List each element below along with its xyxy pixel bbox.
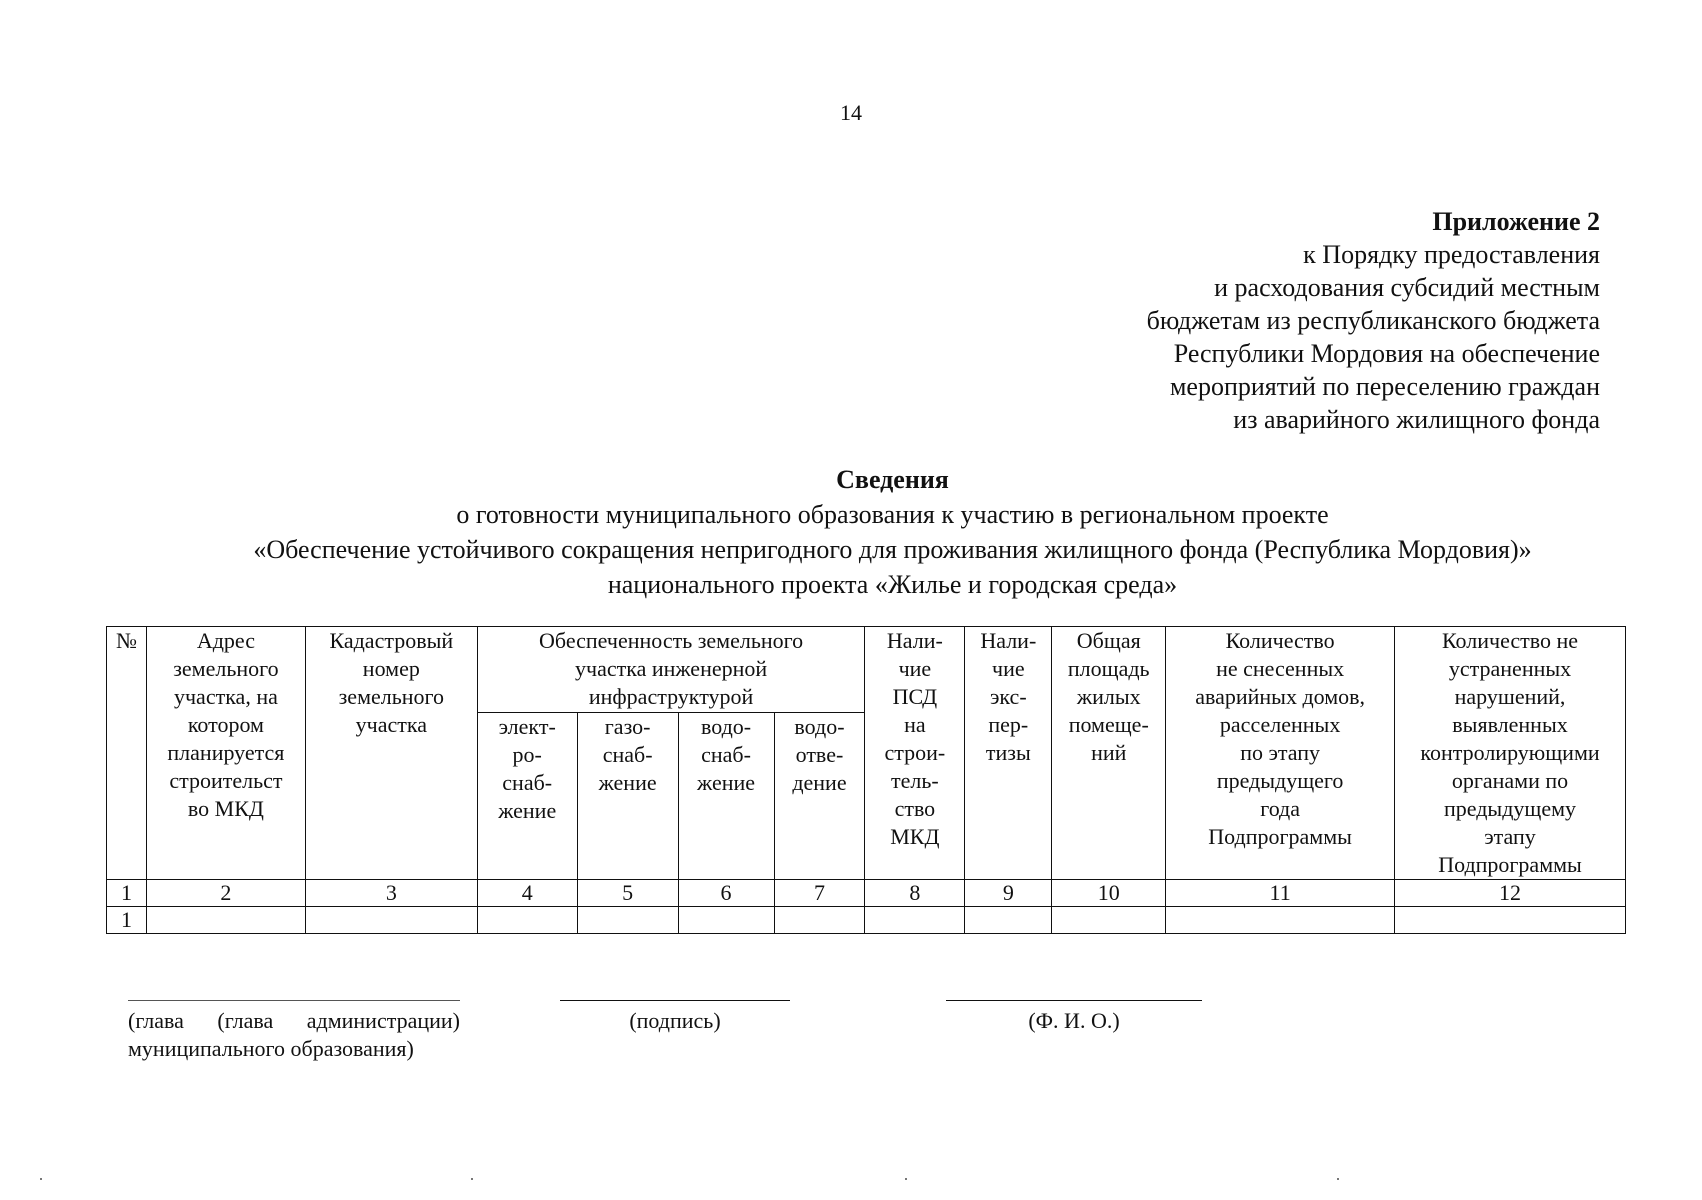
header-violations: Количество не устраненных нарушений, выявленных контролирующими органами по предыдущему этапу Подпрограммы [1395,627,1626,880]
header-num: № [107,627,147,880]
header-houses: Количество не снесенных аварийных домов, расселенных по этапу предыдущего года Подпрограммы [1166,627,1395,880]
appendix-line: из аварийного жилищного фонда [1233,405,1600,434]
table-header-row [107,627,1626,713]
column-number: 11 [1166,880,1395,907]
column-number: 10 [1052,880,1166,907]
column-number: 12 [1395,880,1626,907]
column-number: 4 [477,880,577,907]
document-heading [0,462,1702,602]
fio-line [946,1000,1202,1001]
signature-section [0,1000,1702,1080]
column-number: 1 [107,880,147,907]
signature-line [560,1000,790,1001]
head-caption-line-2: муниципального образования) [128,1036,414,1061]
head-signature-line [128,1000,460,1001]
header-gas: газо- снаб- жение [577,713,678,880]
header-electricity: элект- ро- снаб- жение [477,713,577,880]
column-number: 6 [678,880,774,907]
table-cell [965,907,1052,934]
header-cadastral: Кадастровый номер земельного участка [305,627,477,880]
fio-caption: (Ф. И. О.) [1028,1008,1120,1033]
table-cell [865,907,965,934]
column-number: 3 [305,880,477,907]
page-number: 14 [840,100,862,125]
header-address: Адрес земельного участка, на котором планируется строительст во МКД [146,627,305,880]
appendix-line: к Порядку предоставления [1303,240,1600,269]
scan-artifacts [0,1178,1702,1182]
appendix-line: мероприятий по переселению граждан [1169,372,1600,401]
column-numbers-row [107,880,1626,907]
header-psd: Нали- чие ПСД на строи- тель- ство МКД [865,627,965,880]
table-cell: 1 [107,907,147,934]
heading-line: «Обеспечение устойчивого сокращения непригодного для проживания жилищного фонда (Республика Мордовия)» [253,535,1532,564]
appendix-line: и расходования субсидий местным [1214,273,1600,302]
table-cell [678,907,774,934]
table-cell [1052,907,1166,934]
appendix-line: бюджетам из республиканского бюджета [1146,306,1600,335]
table-cell [1166,907,1395,934]
scan-dot [1337,1178,1339,1180]
column-number: 8 [865,880,965,907]
head-caption: (глава (глава администрации) [128,1008,460,1033]
appendix-line: Республики Мордовия на обеспечение [1173,339,1600,368]
column-number: 5 [577,880,678,907]
header-area: Общая площадь жилых помеще- ний [1052,627,1166,880]
header-water: водо- снаб- жение [678,713,774,880]
fio-block [946,1000,1202,1035]
table-cell [1395,907,1626,934]
header-expertise: Нали- чие экс- пер- тизы [965,627,1052,880]
appendix-block [1147,205,1600,436]
scan-dot [471,1178,473,1180]
column-number: 9 [965,880,1052,907]
table-cell [774,907,865,934]
signature-block [560,1000,790,1035]
column-number: 2 [146,880,305,907]
table-cell [305,907,477,934]
head-signature-block [128,1000,460,1063]
heading-line: о готовности муниципального образования к участию в региональном проекте [456,500,1329,529]
scan-dot [40,1178,42,1180]
heading-line: национального проекта «Жилье и городская среда» [607,570,1178,599]
table-cell [477,907,577,934]
table-cell [146,907,305,934]
appendix-title: Приложение 2 [1432,207,1600,236]
column-number: 7 [774,880,865,907]
header-infrastructure: Обеспеченность земельного участка инженерной инфраструктурой [477,627,865,713]
heading-title: Сведения [836,465,949,494]
table-row [107,907,1626,934]
header-sewer: водо- отве- дение [774,713,865,880]
readiness-table [106,626,1626,934]
table-cell [577,907,678,934]
scan-dot [905,1178,907,1180]
signature-caption: (подпись) [629,1008,721,1033]
